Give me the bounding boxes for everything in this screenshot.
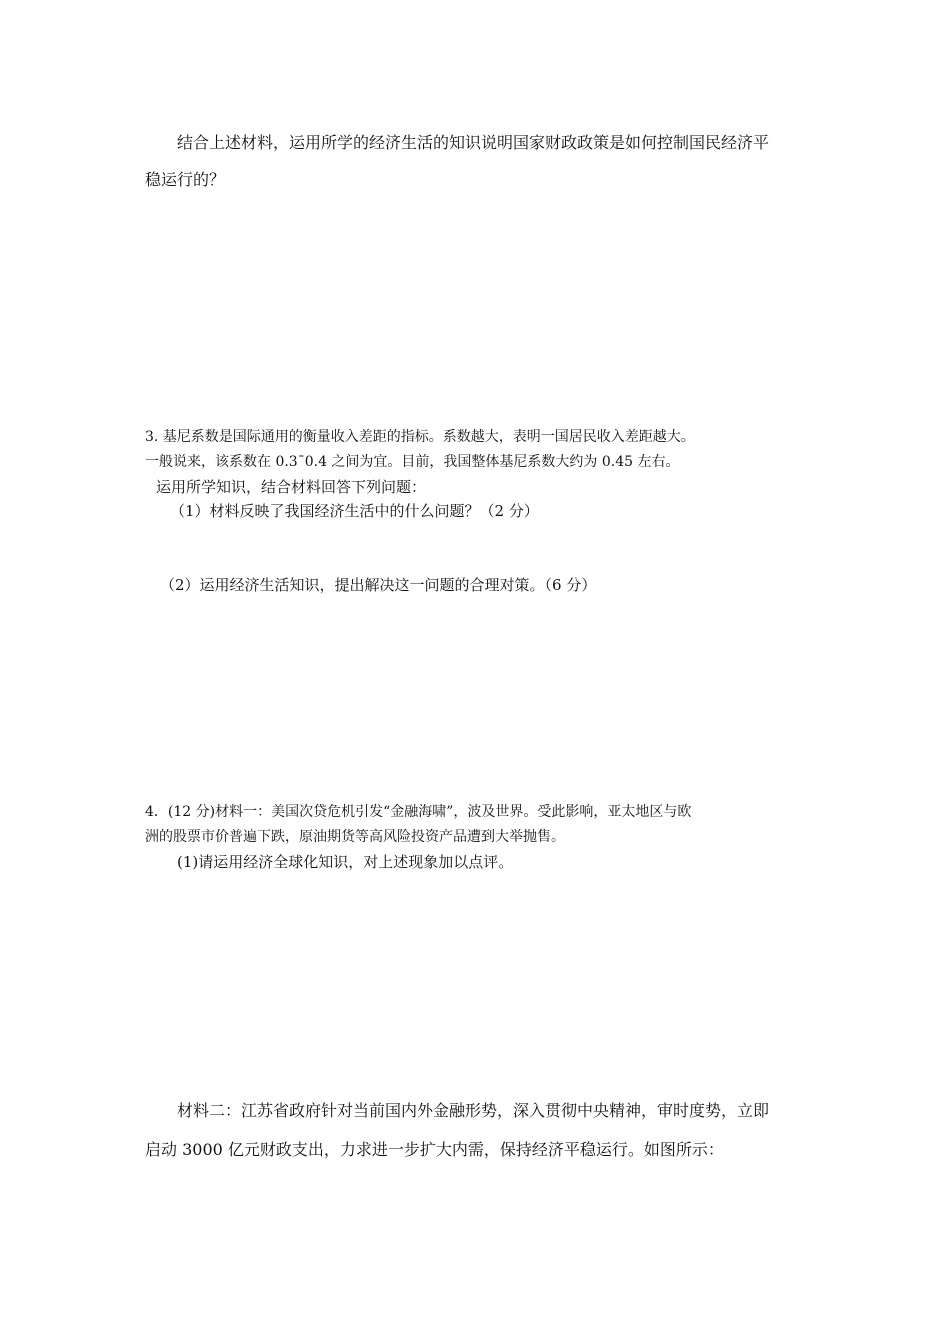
q3-subquestion-1: （1）材料反映了我国经济生活中的什么问题？（2 分）	[170, 502, 539, 520]
q4-stem-line-1: 4．(12 分)材料一：美国次贷危机引发“金融海啸”，波及世界。受此影响，亚太地区与欧	[145, 804, 692, 820]
q4-material-2-line-2: 启动 3000 亿元财政支出，力求进一步扩大内需，保持经济平稳运行。如图所示：	[145, 1140, 724, 1159]
q3-subquestion-2: （2）运用经济生活知识，提出解决这一问题的合理对策。（6 分）	[160, 576, 597, 594]
q3-stem-line-2: 一般说来，该系数在 0.3¯0.4 之间为宜。目前，我国整体基尼系数大约为 0.45 左右。	[145, 454, 680, 470]
q3-stem-line-1: 3. 基尼系数是国际通用的衡量收入差距的指标。系数越大，表明一国居民收入差距越大。	[145, 429, 695, 445]
q2-tail-line-1: 结合上述材料，运用所学的经济生活的知识说明国家财政政策是如何控制国民经济平	[177, 133, 770, 152]
q2-tail-line-2: 稳运行的？	[145, 170, 226, 189]
q3-stem-line-3: 运用所学知识，结合材料回答下列问题：	[156, 478, 427, 496]
q4-stem-line-2: 洲的股票市价普遍下跌，原油期货等高风险投资产品遭到大举抛售。	[145, 829, 565, 845]
q4-material-2-line-1: 材料二：江苏省政府针对当前国内外金融形势，深入贯彻中央精神，审时度势，立即	[177, 1101, 770, 1120]
q4-subquestion-1: (1)请运用经济全球化知识，对上述现象加以点评。	[177, 853, 514, 871]
